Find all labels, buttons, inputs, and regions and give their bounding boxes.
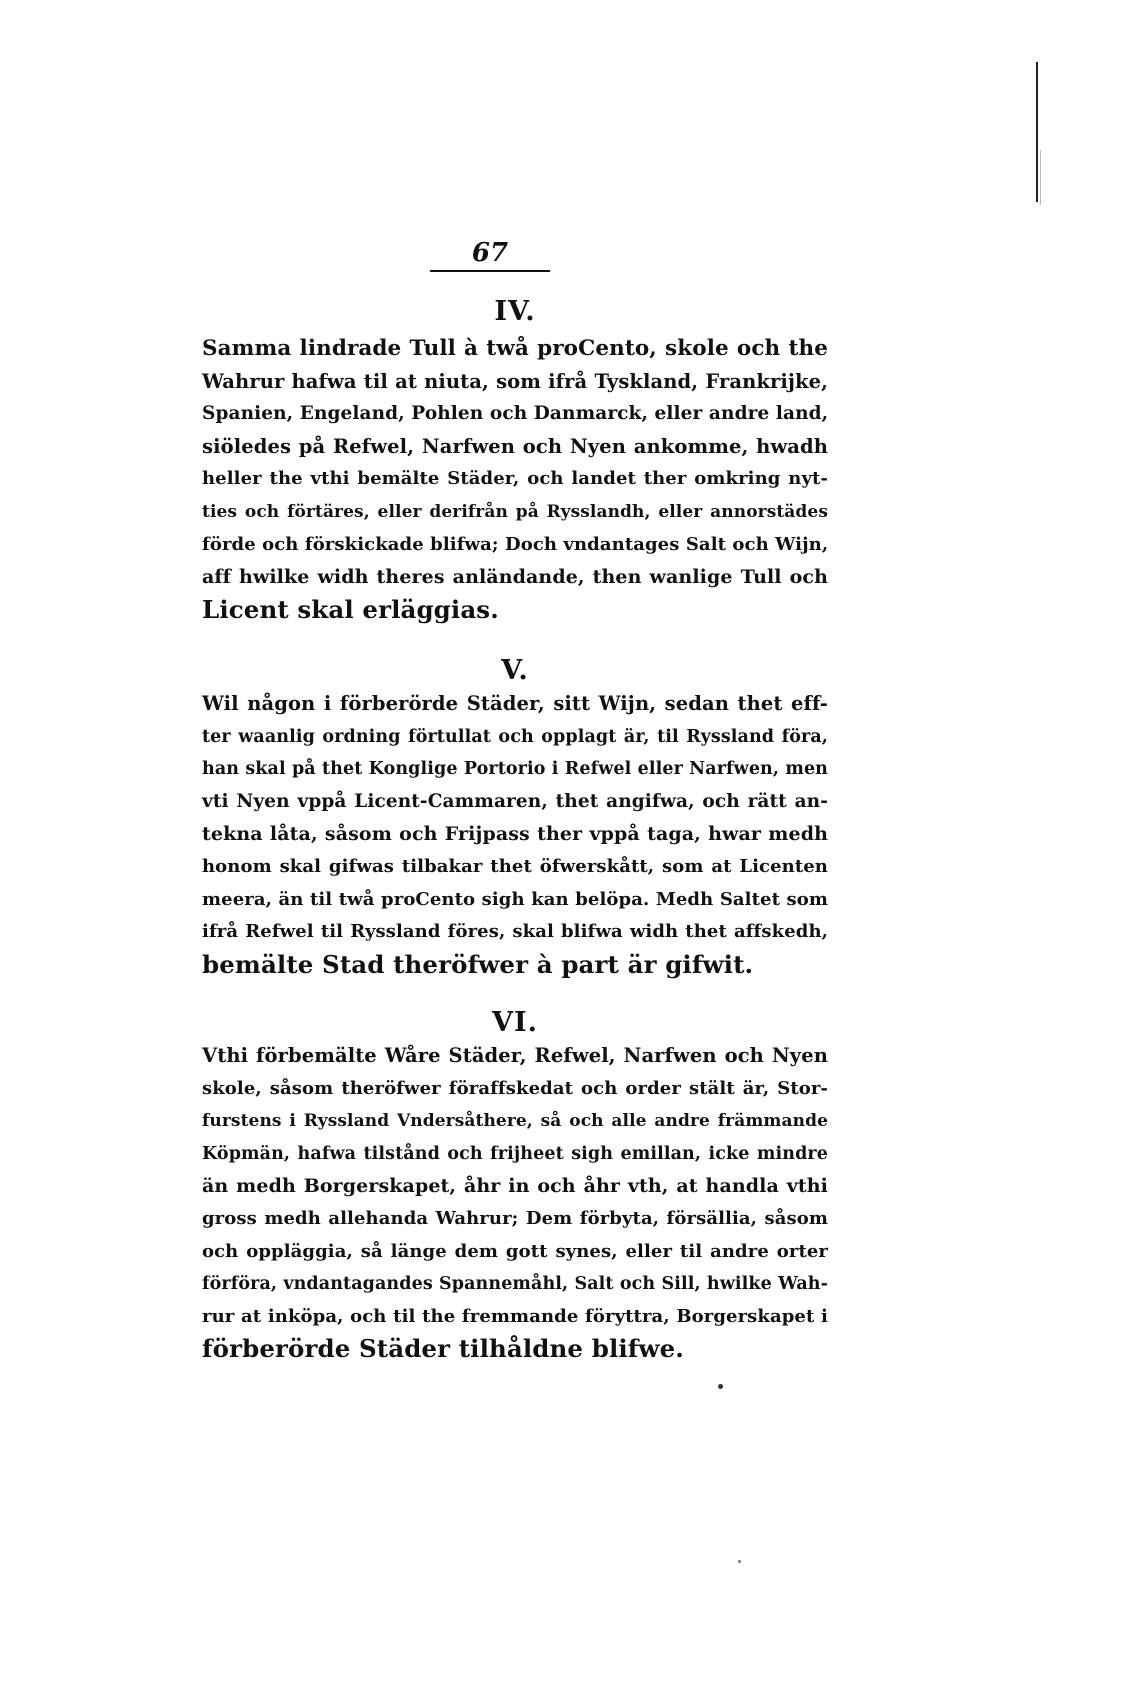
text-line: honom skal gifwas tilbakar thet öfwerskått, som at Licenten	[202, 855, 828, 877]
text-line: skole, såsom theröfwer föraffskedat och order stält är, Stor-	[202, 1077, 828, 1099]
text-line: ties och förtäres, eller derifrån på Rysslandh, eller annorstädes	[202, 501, 828, 522]
page-edge-mark	[1036, 62, 1038, 202]
text-line: vti Nyen vppå Licent-Cammaren, thet angifwa, och rätt an-	[202, 790, 828, 812]
text-line: bemälte Stad theröfwer à part är gifwit.	[202, 949, 754, 979]
text-line: furstens i Ryssland Vndersåthere, så och alle andre främmande	[202, 1111, 828, 1132]
text-line: förberörde Städer tilhåldne blifwe.	[202, 1334, 684, 1364]
text-line: Wahrur hafwa til at niuta, som ifrå Tyskland, Frankrijke,	[202, 369, 828, 393]
page-number: 67	[471, 238, 509, 268]
text-line: Samma lindrade Tull à twå proCento, skole och the	[202, 336, 828, 361]
text-line: han skal på thet Konglige Portorio i Refwel eller Narfwen, men	[202, 759, 828, 780]
text-line: siöledes på Refwel, Narfwen och Nyen ankomme, hwadh	[202, 434, 828, 458]
text-line: ifrå Refwel til Ryssland föres, skal blifwa widh thet affskedh,	[202, 921, 828, 943]
ink-speck	[718, 1384, 723, 1389]
text-line: Vthi förbemälte Wåre Städer, Refwel, Narfwen och Nyen	[202, 1044, 828, 1067]
text-line: Licent skal erläggias.	[202, 594, 499, 624]
text-line: tekna låta, såsom och Frijpass ther vppå taga, hwar medh	[202, 823, 828, 846]
page-edge-mark-faint	[1040, 150, 1041, 205]
text-line: och oppläggia, så länge dem gott synes, eller til andre orter	[202, 1240, 828, 1262]
section-heading-v: V.	[501, 655, 529, 686]
text-line: meera, än til twå proCento sigh kan belöpa. Medh Saltet som	[202, 888, 828, 910]
section-heading-iv: IV.	[494, 296, 536, 327]
section-body-iv	[202, 333, 828, 626]
ink-speck	[738, 1560, 741, 1563]
text-line: Köpmän, hafwa tilstånd och frijheet sigh emillan, icke mindre	[202, 1143, 828, 1164]
text-line: rur at inköpa, och til the fremmande föryttra, Borgerskapet i	[202, 1305, 828, 1327]
text-line: än medh Borgerskapet, åhr in och åhr vth, at handla vthi	[202, 1175, 828, 1198]
text-line: förde och förskickade blifwa; Doch vndantages Salt och Wijn,	[202, 533, 829, 555]
header-rule	[430, 270, 550, 272]
section-heading-vi: VI.	[492, 1007, 538, 1038]
section-body-v	[202, 688, 828, 981]
section-body-vi	[202, 1040, 828, 1366]
text-line: förföra, vndantagandes Spannemåhl, Salt och Sill, hwilke Wah-	[202, 1274, 828, 1295]
text-line: Wil någon i förberörde Städer, sitt Wijn, sedan thet eff-	[202, 692, 828, 715]
text-line: Spanien, Engeland, Pohlen och Danmarck, eller andre land,	[202, 403, 829, 425]
text-line: gross medh allehanda Wahrur; Dem förbyta, försällia, såsom	[202, 1207, 828, 1229]
text-line: ter waanlig ordning förtullat och opplagt är, til Ryssland föra,	[202, 726, 828, 747]
text-line: aff hwilke widh theres anländande, then wanlige Tull och	[202, 566, 828, 589]
text-line: heller the vthi bemälte Städer, och landet ther omkring nyt-	[202, 468, 828, 490]
